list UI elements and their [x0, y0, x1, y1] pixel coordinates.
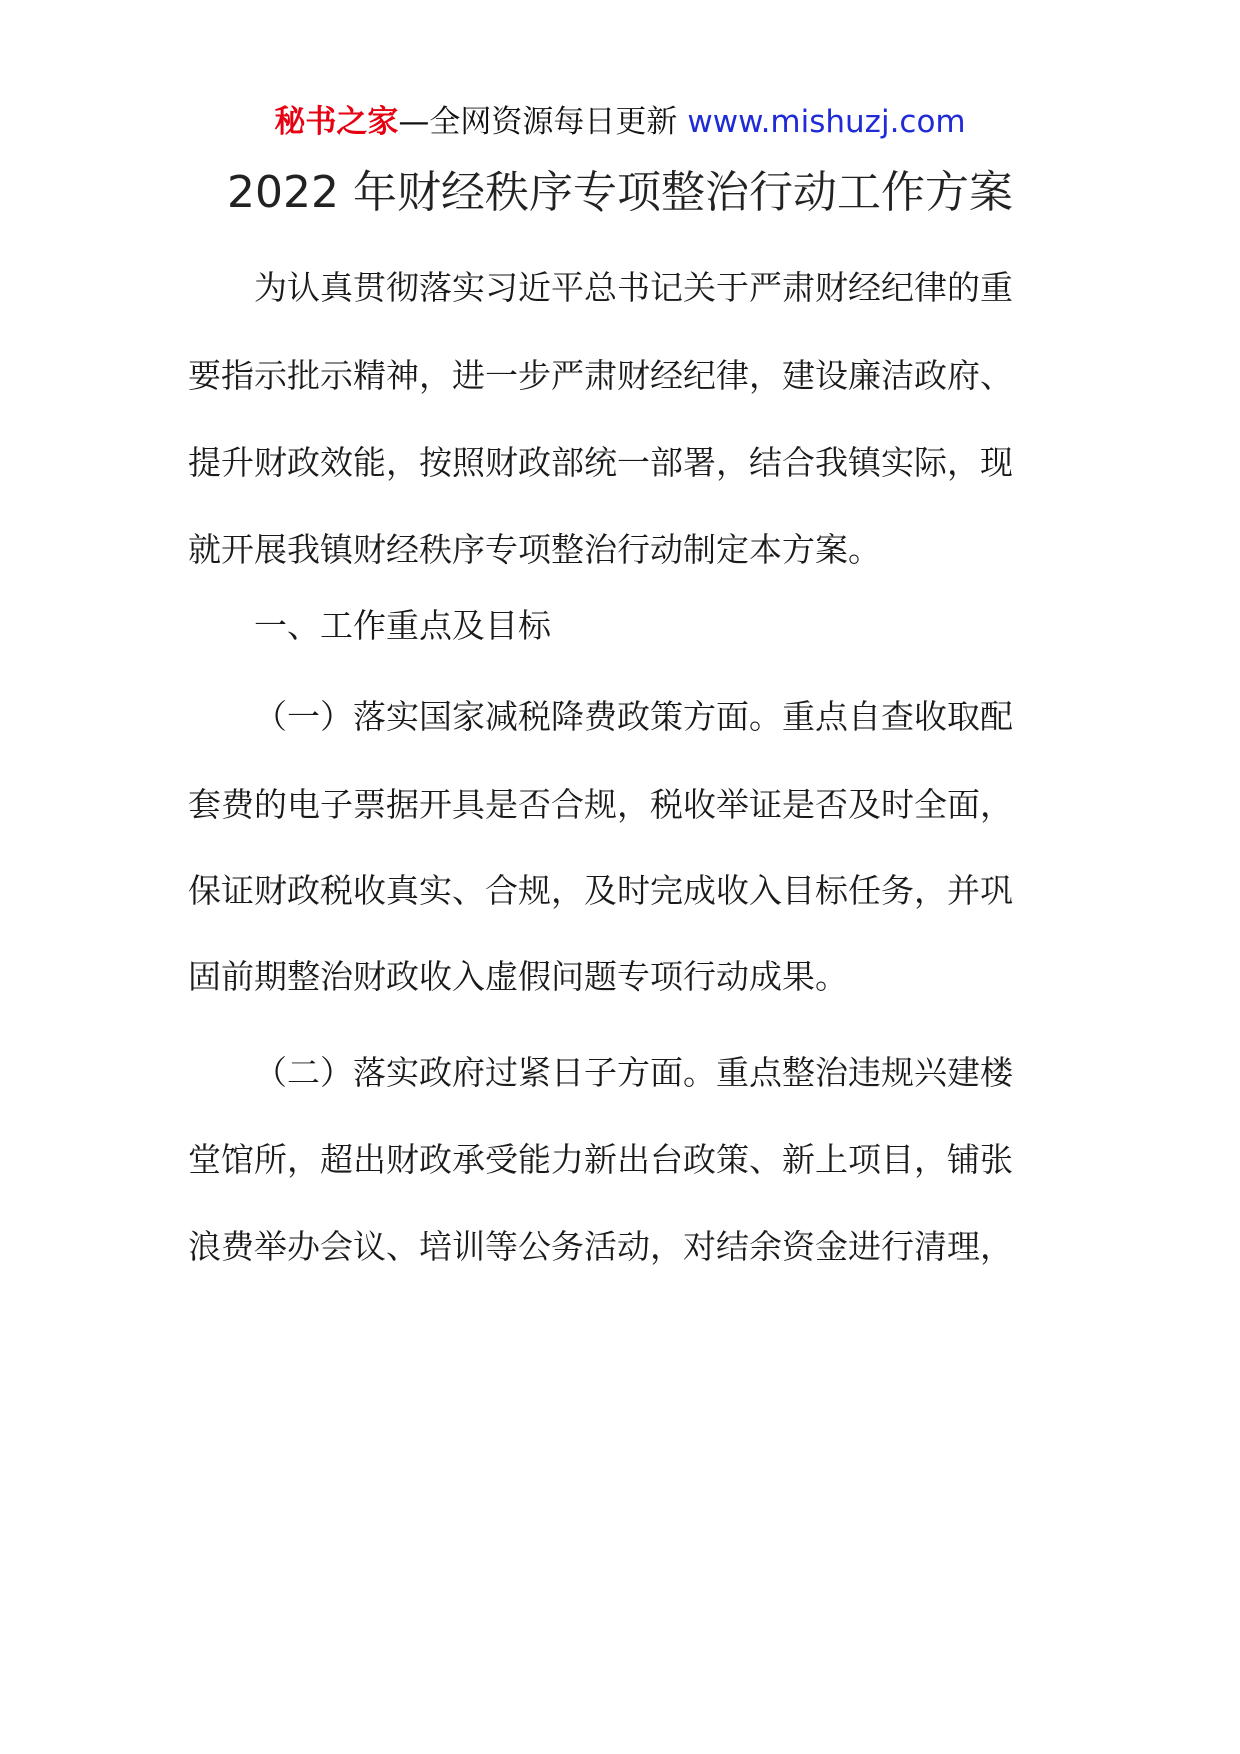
header-tagline: —全网资源每日更新: [398, 104, 678, 140]
paragraph-item1-line-4: 固前期整治财政收入虚假问题专项行动成果。: [188, 957, 848, 996]
paragraph-intro-line-3: 提升财政效能，按照财政部统一部署，结合我镇实际，现: [188, 443, 1013, 482]
section-heading: 一、工作重点及目标: [254, 606, 551, 645]
brand-name: 秘书之家: [274, 104, 399, 140]
paragraph-item2-line-1: （二）落实政府过紧日子方面。重点整治违规兴建楼: [254, 1053, 1013, 1092]
paragraph-intro-line-1: 为认真贯彻落实习近平总书记关于严肃财经纪律的重: [254, 268, 1013, 307]
paragraph-intro-line-4: 就开展我镇财经秩序专项整治行动制定本方案。: [188, 530, 881, 569]
site-header: [0, 100, 1240, 144]
paragraph-item1-line-2: 套费的电子票据开具是否合规，税收举证是否及时全面，: [188, 785, 1013, 824]
paragraph-item1-line-1: （一）落实国家减税降费政策方面。重点自查收取配: [254, 697, 1013, 736]
paragraph-item1-line-3: 保证财政税收真实、合规，及时完成收入目标任务，并巩: [188, 871, 1013, 910]
paragraph-intro-line-2: 要指示批示精神，进一步严肃财经纪律，建设廉洁政府、: [188, 356, 1013, 395]
site-url-link[interactable]: www.mishuzj.com: [687, 104, 966, 140]
document-title: 2022 年财经秩序专项整治行动工作方案: [227, 167, 1013, 218]
paragraph-item2-line-2: 堂馆所，超出财政承受能力新出台政策、新上项目，铺张: [188, 1140, 1013, 1179]
paragraph-item2-line-3: 浪费举办会议、培训等公务活动，对结余资金进行清理，: [188, 1227, 1013, 1266]
